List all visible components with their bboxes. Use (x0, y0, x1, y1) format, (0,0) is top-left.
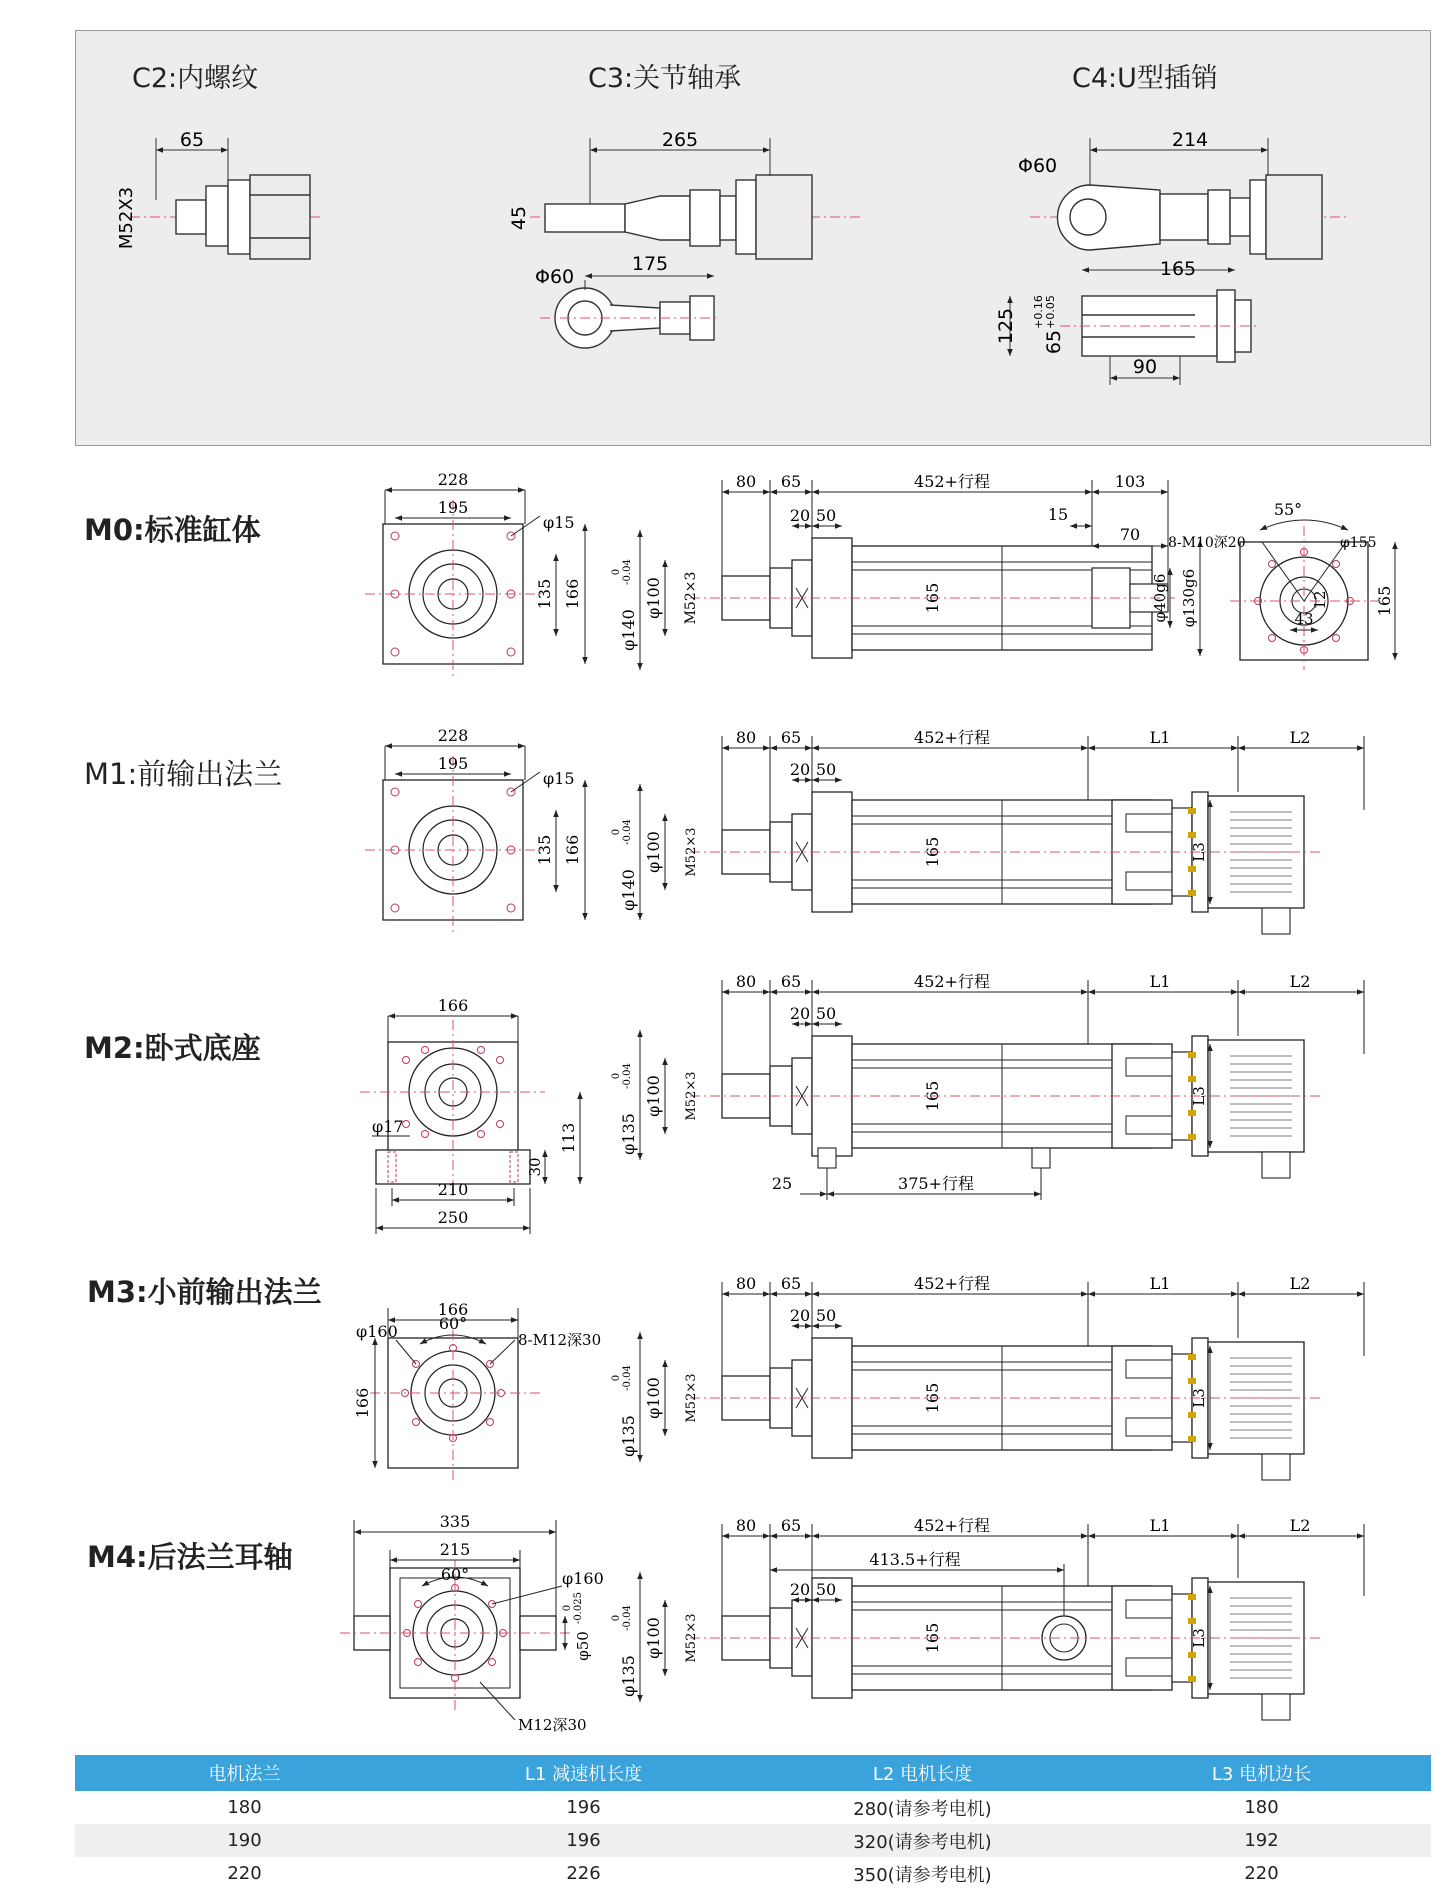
m1-side-d80: 80 (735, 728, 757, 747)
m4-side-l2: L2 (1289, 1516, 1311, 1535)
m0-side (640, 480, 1200, 670)
table-row (75, 1791, 1431, 1824)
m3-front-pcd: φ160 (356, 1322, 398, 1341)
c2-dim-len: 65 (179, 129, 205, 151)
m2-side-tol-lo: -0.04 (622, 1063, 633, 1089)
m0-rear-pcd: φ155 (1340, 535, 1377, 551)
m4-side-d20: 20 (789, 1580, 811, 1599)
m0-rear-h: 165 (1375, 585, 1394, 617)
m1-side-l1: L1 (1149, 728, 1171, 747)
m1-side-tol-lo: -0.04 (622, 819, 633, 845)
m0-front-h2: 166 (563, 578, 582, 610)
m4-side-pivot: 413.5+行程 (869, 1550, 961, 1569)
m3-front-w: 166 (437, 1300, 469, 1319)
table-cell: 192 (1092, 1824, 1431, 1857)
c4-dim-dia: Φ60 (1018, 155, 1058, 177)
m4-side-l1: L1 (1149, 1516, 1171, 1535)
m2-side-l1: L1 (1149, 972, 1171, 991)
table-cell: 226 (566, 1863, 601, 1884)
table-header-cell: 电机法兰 (75, 1755, 414, 1791)
table-cell: 196 (566, 1797, 601, 1818)
m0-front-h1: 135 (535, 578, 554, 610)
m2-side (640, 980, 1364, 1200)
c4-dim-h: 125 (995, 307, 1017, 345)
table-cell: 196 (414, 1824, 753, 1857)
table-header-row (75, 1755, 1431, 1791)
m1-side-thread: M52×3 (684, 827, 699, 877)
table-cell: 220 (1244, 1863, 1279, 1884)
m2-front-h30: 30 (526, 1157, 544, 1177)
table-cell: 220 (227, 1863, 262, 1884)
table-cell: 180 (1244, 1797, 1279, 1818)
m2-side-d25: 25 (771, 1174, 793, 1193)
m0-side-d65: 65 (780, 472, 802, 491)
c2-drawing (130, 138, 320, 259)
c2-dim-thread: M52X3 (116, 186, 137, 250)
m1-front-w2: 195 (437, 754, 469, 773)
m3-side-tol-lo: -0.04 (622, 1365, 633, 1391)
m3-side-dia: φ135 (619, 1415, 638, 1457)
m1-front-w1: 228 (437, 726, 469, 745)
m2-side-d50: 50 (815, 1004, 837, 1023)
m3-side-d50: 50 (815, 1306, 837, 1325)
table-header-cell: L1 减速机长度 (414, 1755, 753, 1791)
m0-front-hole: φ15 (543, 513, 575, 532)
m2-side-d65: 65 (780, 972, 802, 991)
m2-side-dia: φ135 (619, 1113, 638, 1155)
m1-side-d50: 50 (815, 760, 837, 779)
m1-front-h2: 166 (563, 834, 582, 866)
m4-side-thread: M52×3 (684, 1613, 699, 1663)
m1-side-l2: L2 (1289, 728, 1311, 747)
c2-title: C2:内螺纹 (132, 63, 259, 94)
table-cell: 180 (227, 1797, 262, 1818)
m4-side-d80: 80 (735, 1516, 757, 1535)
m0-side-stroke: 452+行程 (914, 472, 990, 491)
m0-front-w2: 195 (437, 498, 469, 517)
m0-side-boss: φ130g6 (1180, 568, 1198, 628)
m2-side-foot: 375+行程 (898, 1174, 974, 1193)
m0-rear-holes: 8-M10深20 (1168, 535, 1246, 551)
table-cell: 350(请参考电机) (853, 1864, 992, 1886)
m4-side-stroke: 452+行程 (914, 1516, 990, 1535)
m2-front-w210: 210 (437, 1180, 469, 1199)
m0-rear-shaft-h: 43 (1294, 610, 1314, 628)
table-row (75, 1857, 1431, 1890)
m0-side-tol140-lo: -0.04 (622, 559, 633, 585)
table-header-cell: L3 电机边长 (1092, 1755, 1431, 1791)
m0-rear-key: 12 (1311, 590, 1329, 610)
m2-front-h113: 113 (559, 1122, 578, 1154)
c4-dim-len2: 165 (1159, 258, 1197, 280)
m2-side-thread: M52×3 (684, 1071, 699, 1121)
m3-side-dia100: φ100 (644, 1377, 663, 1419)
m3-front-h: 166 (353, 1387, 372, 1419)
m0-side-d50: 50 (815, 506, 837, 525)
m3-side-l2: L2 (1289, 1274, 1311, 1293)
m4-side-body: 165 (923, 1622, 942, 1654)
m0-rear-angle: 55° (1273, 500, 1303, 519)
m0-side-dia100: φ100 (644, 577, 663, 619)
m0-front-w1: 228 (437, 470, 469, 489)
m1-side (640, 736, 1364, 934)
m3-title: M3:小前输出法兰 (87, 1275, 322, 1309)
m3-front-holes: 8-M12深30 (518, 1331, 602, 1349)
m4-side-dia100: φ100 (644, 1617, 663, 1659)
m1-side-d20: 20 (789, 760, 811, 779)
m1-front-h1: 135 (535, 834, 554, 866)
m4-front-tol-lo: -0.025 (573, 1591, 584, 1625)
m0-side-d103: 103 (1114, 472, 1146, 491)
m3-side-body: 165 (923, 1382, 942, 1414)
c4-tol-up: +0.16 (1032, 295, 1045, 329)
m0-side-body: 165 (923, 582, 942, 614)
connector-drawings (0, 0, 1451, 460)
table-header-cell: L2 电机长度 (753, 1755, 1092, 1791)
m2-side-d80: 80 (735, 972, 757, 991)
c4-dim-w: 90 (1132, 356, 1158, 378)
m0-side-d20: 20 (789, 506, 811, 525)
m0-side-d80: 80 (735, 472, 757, 491)
m2-side-l3: L3 (1190, 1086, 1208, 1106)
c4-title: C4:U型插销 (1072, 63, 1218, 94)
m3-side-d65: 65 (780, 1274, 802, 1293)
m3-side (640, 1282, 1364, 1480)
m4-front-pcd: φ160 (562, 1569, 604, 1588)
m2-side-stroke: 452+行程 (914, 972, 990, 991)
m1-front-hole: φ15 (543, 769, 575, 788)
c3-dim-len2: 175 (631, 253, 669, 275)
m2-side-body: 165 (923, 1080, 942, 1112)
m3-side-l3: L3 (1190, 1388, 1208, 1408)
m1-side-tol-up: 0 (611, 828, 622, 836)
m4-side-l3: L3 (1190, 1628, 1208, 1648)
table-row (75, 1824, 1431, 1857)
m2-front-hole: φ17 (372, 1117, 404, 1136)
m1-side-l3: L3 (1190, 842, 1208, 862)
table-cell: 280(请参考电机) (853, 1798, 992, 1820)
m0-side-tol140-up: 0 (611, 568, 622, 576)
m4-side-d50: 50 (815, 1580, 837, 1599)
m4-front-tol-up: 0 (562, 1604, 573, 1612)
c3-dim-len: 265 (661, 129, 699, 151)
m2-side-d20: 20 (789, 1004, 811, 1023)
m1-side-d65: 65 (780, 728, 802, 747)
m2-side-dia100: φ100 (644, 1075, 663, 1117)
m3-side-d80: 80 (735, 1274, 757, 1293)
m2-front-w250: 250 (437, 1208, 469, 1227)
m3-side-stroke: 452+行程 (914, 1274, 990, 1293)
m4-side-d65: 65 (780, 1516, 802, 1535)
m1-side-dia: φ140 (619, 869, 638, 911)
motor-flange-table (75, 1755, 1431, 1890)
c4-dim-pin: 65 (1043, 329, 1065, 355)
m4-front-holes: M12深30 (518, 1716, 587, 1734)
c3-title: C3:关节轴承 (588, 63, 742, 94)
m4-front-angle: 60° (440, 1565, 470, 1584)
m0-side-dia140: φ140 (619, 609, 638, 651)
m2-side-l2: L2 (1289, 972, 1311, 991)
m0-side-shaft: φ40g6 (1151, 573, 1169, 623)
m4-front-w215: 215 (439, 1540, 471, 1559)
mount-drawings (0, 460, 1451, 1750)
c3-dim-dia: Φ60 (535, 266, 575, 288)
m4-side-tol-lo: -0.04 (622, 1605, 633, 1631)
c3-drawing (530, 138, 860, 348)
m3-front-angle: 60° (438, 1314, 468, 1333)
c3-dim-h: 45 (508, 205, 530, 231)
m4-side (640, 1524, 1364, 1720)
table-cell: 190 (75, 1824, 414, 1857)
m4-front-w335: 335 (439, 1512, 471, 1531)
m4-front-trunnion: φ50 (574, 1631, 592, 1661)
m3-side-thread: M52×3 (684, 1373, 699, 1423)
m1-title: M1:前输出法兰 (84, 757, 283, 791)
m0-side-d70: 70 (1119, 525, 1141, 544)
m3-side-l1: L1 (1149, 1274, 1171, 1293)
m4-title: M4:后法兰耳轴 (87, 1540, 293, 1574)
m3-side-d20: 20 (789, 1306, 811, 1325)
m4-side-tol-up: 0 (611, 1614, 622, 1622)
m0-side-thread: M52×3 (683, 571, 699, 625)
m3-side-tol-up: 0 (611, 1374, 622, 1382)
m2-side-tol-up: 0 (611, 1072, 622, 1080)
m1-side-body: 165 (923, 836, 942, 868)
m2-title: M2:卧式底座 (84, 1031, 261, 1065)
table-cell: 320(请参考电机) (753, 1824, 1092, 1857)
m1-side-dia100: φ100 (644, 831, 663, 873)
m4-side-dia: φ135 (619, 1655, 638, 1697)
m1-side-stroke: 452+行程 (914, 728, 990, 747)
c4-dim-len: 214 (1171, 129, 1209, 151)
m2-front-w: 166 (437, 996, 469, 1015)
m0-title: M0:标准缸体 (84, 513, 261, 547)
c4-tol-lo: +0.05 (1044, 295, 1057, 329)
m0-side-d15: 15 (1047, 505, 1069, 524)
